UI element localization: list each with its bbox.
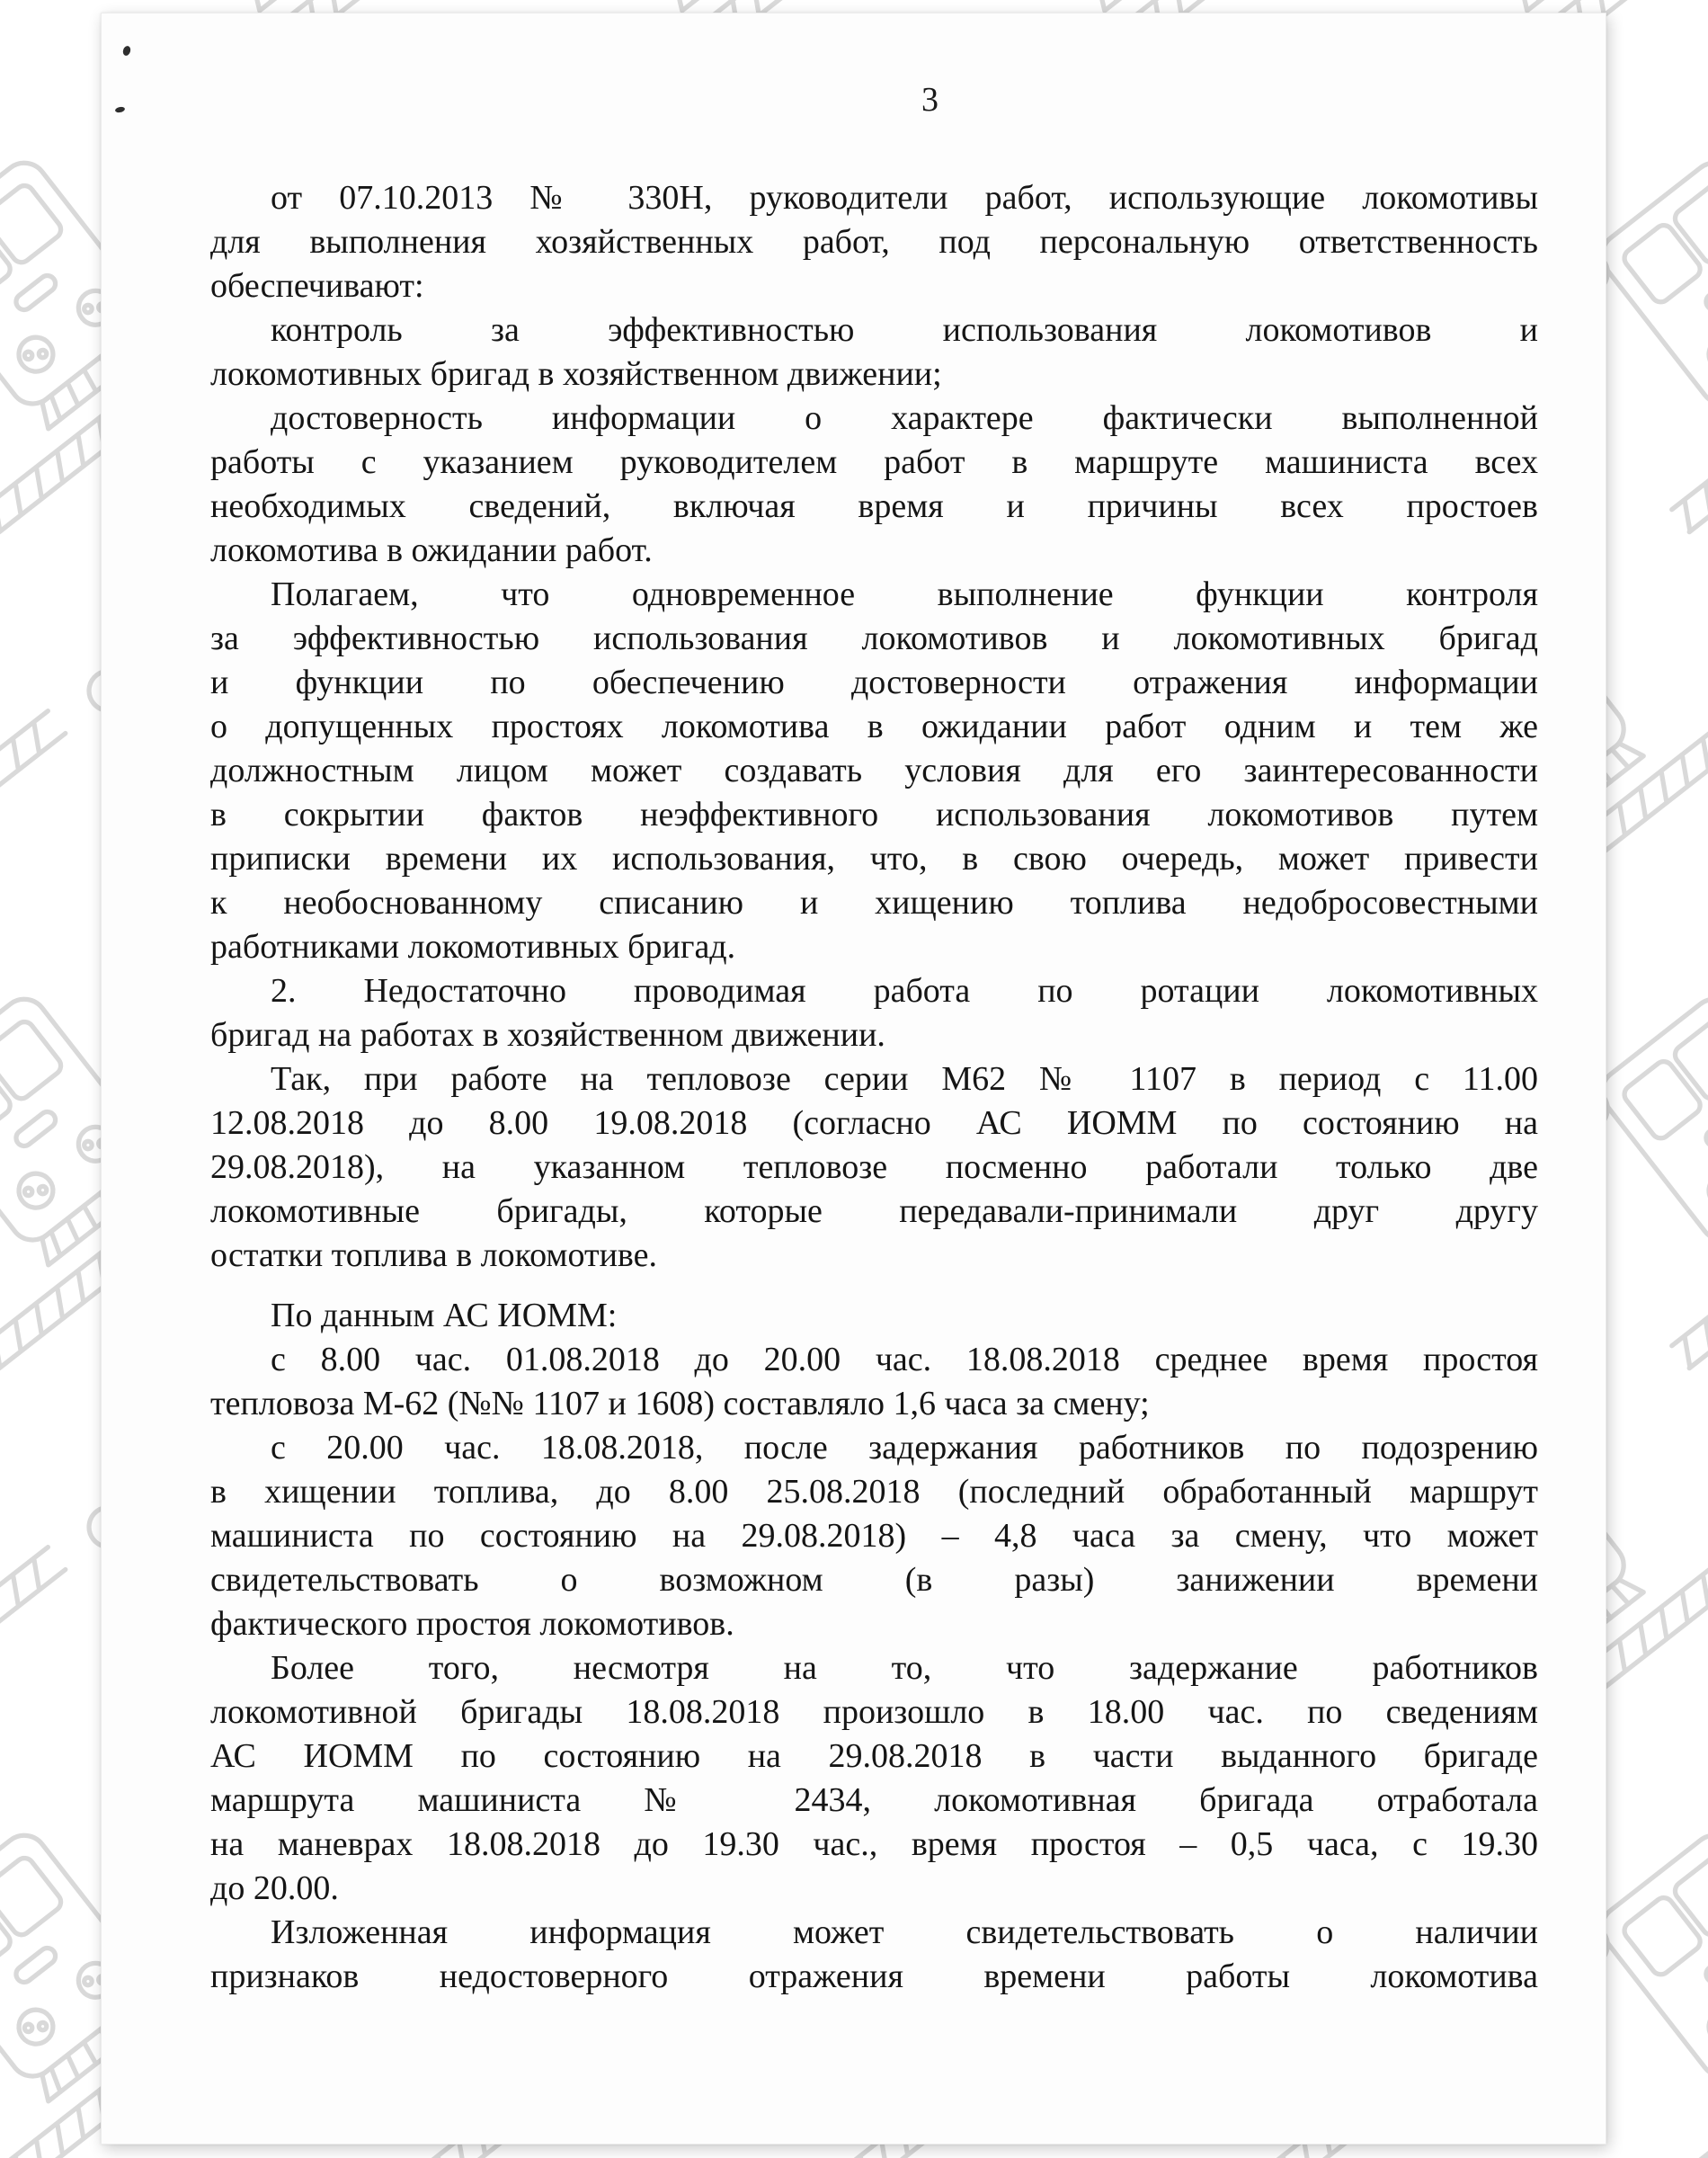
text-line: остатки топлива в локомотиве. — [210, 1236, 658, 1274]
text-line: 29.08.2018), на указанном тепловозе посменно работали только две — [210, 1148, 1538, 1186]
text-line: локомотивные бригады, которые передавали-принимали друг другу — [210, 1192, 1538, 1230]
text-line: в сокрытии фактов неэффективного использования локомотивов путем — [210, 796, 1538, 834]
paragraph — [210, 1057, 1538, 1278]
paragraph — [210, 1426, 1538, 1646]
text-line: для выполнения хозяйственных работ, под персональную ответственность — [210, 223, 1538, 261]
text-line: локомотивной бригады 18.08.2018 произошло в 18.00 час. по сведениям — [210, 1693, 1538, 1731]
text-line: машиниста по состоянию на 29.08.2018) – 4,8 часа за смену, что может — [210, 1517, 1538, 1555]
text-line: тепловоза М-62 (№№ 1107 и 1608) составляло 1,6 часа за смену; — [210, 1385, 1150, 1422]
text-line: с 20.00 час. 18.08.2018, после задержания работников по подозрению — [271, 1429, 1538, 1467]
text-line: достоверность информации о характере фактически выполненной — [271, 399, 1538, 437]
text-line: свидетельствовать о возможном (в разы) занижении времени — [210, 1561, 1538, 1599]
text-line: работы с указанием руководителем работ в маршруте машиниста всех — [210, 443, 1538, 481]
paragraph — [210, 308, 1538, 397]
text-line: за эффективностью использования локомотивов и локомотивных бригад — [210, 620, 1538, 657]
text-line: По данным АС ИОММ: — [271, 1297, 618, 1334]
text-line: 12.08.2018 до 8.00 19.08.2018 (согласно АС ИОММ по состоянию на — [210, 1104, 1538, 1142]
text-line: к необоснованному списанию и хищению топлива недобросовестными — [210, 884, 1538, 922]
paragraph — [210, 1646, 1538, 1911]
text-line: приписки времени их использования, что, в свою очередь, может привести — [210, 840, 1538, 878]
document-page — [101, 13, 1606, 2145]
text-line: локомотива в ожидании работ. — [210, 531, 653, 569]
text-line: бригад на работах в хозяйственном движении. — [210, 1016, 885, 1054]
paragraph — [210, 969, 1538, 1057]
text-line: до 20.00. — [210, 1869, 339, 1907]
text-line: с 8.00 час. 01.08.2018 до 20.00 час. 18.08.2018 среднее время простоя — [271, 1341, 1538, 1378]
text-line: 2. Недостаточно проводимая работа по ротации локомотивных — [271, 972, 1538, 1010]
text-line: локомотивных бригад в хозяйственном движении; — [210, 355, 942, 393]
text-line: необходимых сведений, включая время и причины всех простоев — [210, 487, 1538, 525]
text-line: признаков недостоверного отражения времени работы локомотива — [210, 1957, 1538, 1995]
text-line: и функции по обеспечению достоверности отражения информации — [210, 664, 1538, 701]
paragraph — [210, 1911, 1538, 1999]
ink-speck — [121, 45, 131, 57]
paragraph — [210, 1294, 1538, 1338]
paragraph — [210, 573, 1538, 969]
text-line: АС ИОММ по состоянию на 29.08.2018 в части выданного бригаде — [210, 1737, 1538, 1775]
document-body — [210, 176, 1538, 1999]
text-line: Изложенная информация может свидетельствовать о наличии — [271, 1913, 1538, 1951]
paragraph — [210, 176, 1538, 308]
text-line: в хищении топлива, до 8.00 25.08.2018 (последний обработанный маршрут — [210, 1473, 1538, 1511]
text-line: Так, при работе на тепловозе серии М62 № 1107 в период с 11.00 — [271, 1060, 1538, 1098]
text-line: о допущенных простоях локомотива в ожидании работ одним и тем же — [210, 708, 1538, 745]
page-content — [210, 13, 1538, 1999]
text-line: маршрута машиниста № 2434, локомотивная бригада отработала — [210, 1781, 1538, 1819]
paragraph — [210, 397, 1538, 573]
page-number: 3 — [921, 81, 939, 119]
text-line: от 07.10.2013 № 330Н, руководители работ, использующие локомотивы — [271, 179, 1538, 217]
text-line: Более того, несмотря на то, что задержание работников — [271, 1649, 1538, 1687]
text-line: должностным лицом может создавать условия для его заинтересованности — [210, 752, 1538, 789]
text-line: контроль за эффективностью использования локомотивов и — [271, 311, 1538, 349]
text-line: работниками локомотивных бригад. — [210, 928, 736, 966]
text-line: Полагаем, что одновременное выполнение функции контроля — [271, 575, 1538, 613]
ink-speck — [114, 106, 125, 113]
text-line: на маневрах 18.08.2018 до 19.30 час., время простоя – 0,5 часа, с 19.30 — [210, 1825, 1538, 1863]
text-line: обеспечивают: — [210, 267, 424, 305]
text-line: фактического простоя локомотивов. — [210, 1605, 734, 1643]
paragraph — [210, 1338, 1538, 1426]
